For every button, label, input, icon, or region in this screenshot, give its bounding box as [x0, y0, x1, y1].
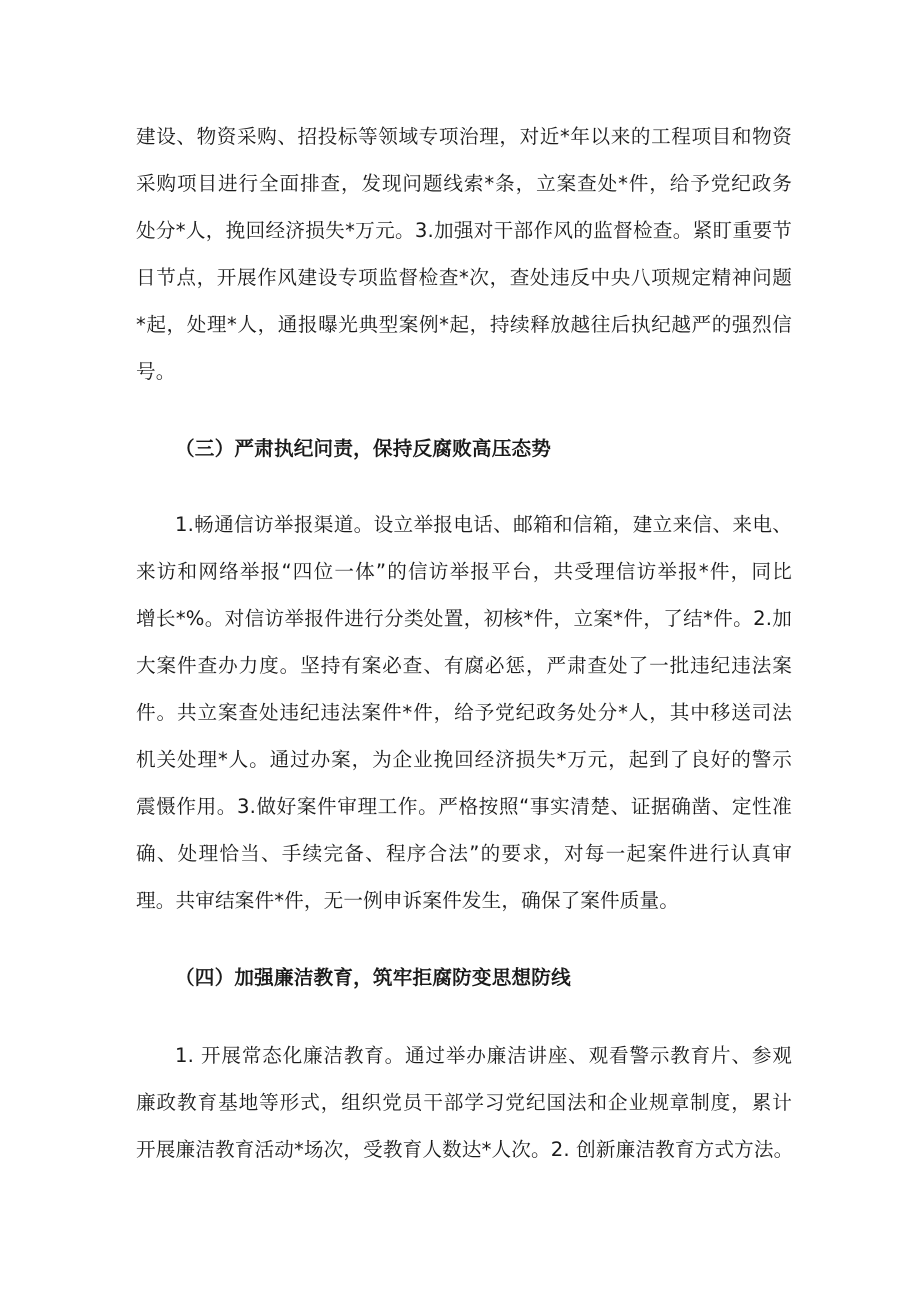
paragraph-line: 大案件查办力度。坚持有案必查、有腐必惩，严肃查处了一批违纪违法案	[136, 654, 792, 677]
paragraph-line: 号。	[136, 360, 176, 383]
paragraph-line: 1. 开展常态化廉洁教育。通过举办廉洁讲座、观看警示教育片、参观	[175, 1044, 792, 1067]
paragraph-line: 1.畅通信访举报渠道。设立举报电话、邮箱和信箱，建立来信、来电、	[175, 513, 792, 536]
paragraph-line: 件。共立案查处违纪违法案件*件，给予党纪政务处分*人，其中移送司法	[136, 701, 792, 724]
paragraph-line: 处分*人，挽回经济损失*万元。3.加强对干部作风的监督检查。紧盯重要节	[136, 219, 792, 242]
paragraph-line: *起，处理*人，通报曝光典型案例*起，持续释放越往后执纪越严的强烈信	[136, 313, 792, 336]
paragraph-line: 开展廉洁教育活动*场次，受教育人数达*人次。2. 创新廉洁教育方式方法。	[136, 1138, 794, 1161]
paragraph-line: 来访和网络举报“四位一体”的信访举报平台，共受理信访举报*件，同比	[136, 560, 792, 583]
paragraph-line: 机关处理*人。通过办案，为企业挽回经济损失*万元，起到了良好的警示	[136, 748, 792, 771]
paragraph-line: 廉政教育基地等形式，组织党员干部学习党纪国法和企业规章制度，累计	[136, 1091, 792, 1114]
paragraph-line: 建设、物资采购、招投标等领域专项治理，对近*年以来的工程项目和物资	[136, 125, 792, 148]
section-four-heading: （四）加强廉洁教育，筑牢拒腐防变思想防线	[175, 966, 571, 989]
paragraph-line: 确、处理恰当、手续完备、程序合法”的要求，对每一起案件进行认真审	[136, 842, 792, 865]
paragraph-line: 增长*%。对信访举报件进行分类处置，初核*件，立案*件，了结*件。2.加	[136, 607, 792, 630]
paragraph-line: 日节点，开展作风建设专项监督检查*次，查处违反中央八项规定精神问题	[136, 266, 792, 289]
paragraph-line: 理。共审结案件*件，无一例申诉案件发生，确保了案件质量。	[136, 889, 680, 912]
paragraph-line: 采购项目进行全面排查，发现问题线索*条，立案查处*件，给予党纪政务	[136, 172, 792, 195]
paragraph-line: 震慑作用。3.做好案件审理工作。严格按照“事实清楚、证据确凿、定性准	[136, 795, 792, 818]
section-three-heading: （三）严肃执纪问责，保持反腐败高压态势	[175, 437, 552, 460]
